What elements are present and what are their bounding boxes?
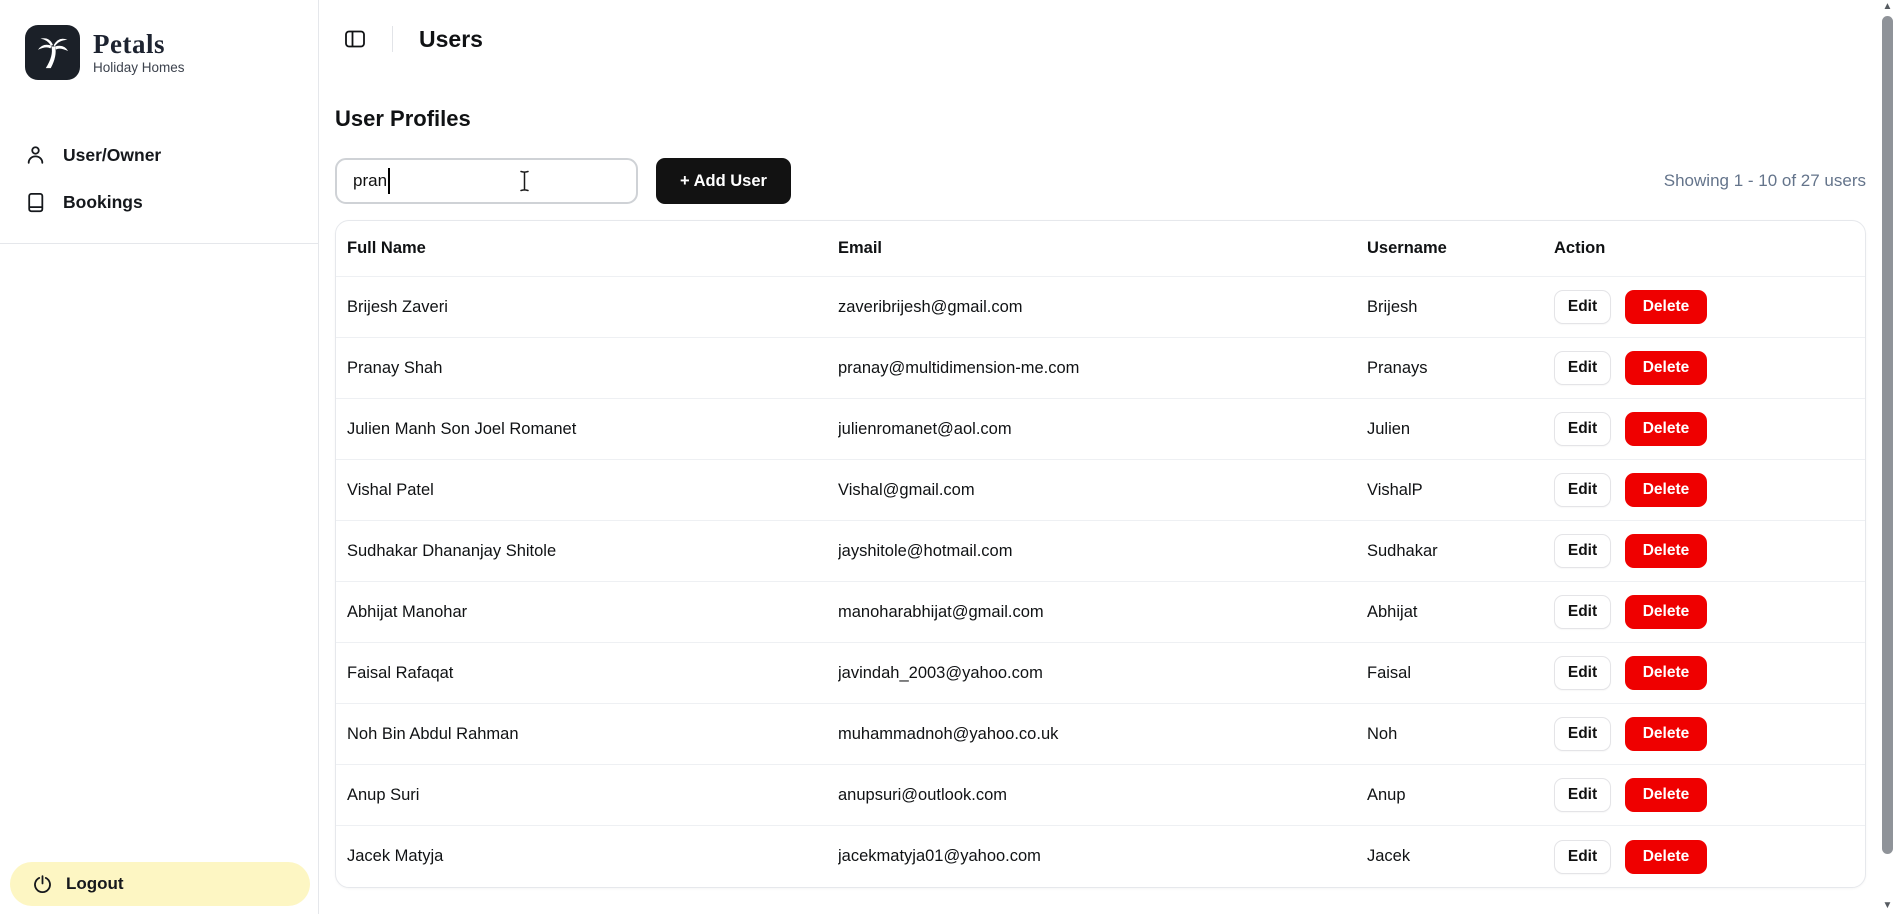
text-caret xyxy=(388,168,390,194)
palm-tree-icon xyxy=(25,25,80,80)
cell-email: jayshitole@hotmail.com xyxy=(838,541,1013,560)
brand-logo xyxy=(0,0,318,80)
edit-button[interactable]: Edit xyxy=(1554,473,1611,507)
cell-full-name: Faisal Rafaqat xyxy=(347,663,454,682)
cell-email: jacekmatyja01@yahoo.com xyxy=(838,847,1041,865)
sidebar-nav xyxy=(0,132,318,226)
users-table xyxy=(335,220,1866,888)
table-header-row xyxy=(336,221,1865,277)
cell-email: manoharabhijat@gmail.com xyxy=(838,602,1044,621)
table-row xyxy=(336,826,1865,887)
cell-actions xyxy=(1554,595,1865,629)
table-row xyxy=(336,704,1865,765)
main-content xyxy=(319,0,1896,914)
table-row xyxy=(336,765,1865,826)
page-title: Users xyxy=(419,25,483,52)
delete-button[interactable]: Delete xyxy=(1625,473,1707,507)
cell-email: zaveribrijesh@gmail.com xyxy=(838,297,1023,316)
table-row xyxy=(336,582,1865,643)
sidebar-item-label: Bookings xyxy=(63,192,143,212)
cell-actions xyxy=(1554,534,1865,568)
edit-button[interactable]: Edit xyxy=(1554,717,1611,751)
table-row xyxy=(336,399,1865,460)
edit-button[interactable]: Edit xyxy=(1554,840,1611,874)
ibeam-cursor xyxy=(518,170,531,197)
column-header-username: Username xyxy=(1367,239,1447,257)
cell-full-name: Julien Manh Son Joel Romanet xyxy=(347,419,577,438)
table-row xyxy=(336,277,1865,338)
cell-full-name: Noh Bin Abdul Rahman xyxy=(347,724,519,743)
cell-full-name: Pranay Shah xyxy=(347,358,443,377)
search-input[interactable] xyxy=(335,158,638,204)
search-wrap xyxy=(335,158,638,204)
table-row xyxy=(336,643,1865,704)
add-user-button[interactable]: + Add User xyxy=(656,158,791,204)
table-row xyxy=(336,338,1865,399)
scroll-up-arrow[interactable]: ▲ xyxy=(1882,1,1893,12)
delete-button[interactable]: Delete xyxy=(1625,412,1707,446)
cell-username: Julien xyxy=(1367,419,1411,438)
cell-actions xyxy=(1554,473,1865,507)
cell-username: Noh xyxy=(1367,724,1398,743)
cell-actions xyxy=(1554,412,1865,446)
logout-label: Logout xyxy=(66,874,124,893)
sidebar-item-bookings[interactable] xyxy=(0,179,318,226)
brand-tagline: Holiday Homes xyxy=(93,59,185,75)
cell-email: julienromanet@aol.com xyxy=(838,419,1012,438)
brand-text xyxy=(93,30,185,74)
edit-button[interactable]: Edit xyxy=(1554,290,1611,324)
topbar xyxy=(319,0,1896,78)
cell-actions xyxy=(1554,290,1865,324)
sidebar xyxy=(0,0,319,914)
sidebar-divider xyxy=(0,243,318,244)
delete-button[interactable]: Delete xyxy=(1625,595,1707,629)
cell-username: Brijesh xyxy=(1367,297,1418,316)
table-row xyxy=(336,460,1865,521)
vertical-scrollbar[interactable] xyxy=(1879,0,1896,914)
user-icon xyxy=(25,145,46,166)
delete-button[interactable]: Delete xyxy=(1625,656,1707,690)
sidebar-item-user-owner[interactable] xyxy=(0,132,318,179)
cell-username: Jacek xyxy=(1367,847,1411,865)
section-title: User Profiles xyxy=(335,106,471,131)
delete-button[interactable]: Delete xyxy=(1625,840,1707,874)
edit-button[interactable]: Edit xyxy=(1554,778,1611,812)
column-header-email: Email xyxy=(838,239,883,257)
table-row xyxy=(336,521,1865,582)
logout-button[interactable] xyxy=(10,862,310,906)
panel-left-icon xyxy=(344,28,366,50)
delete-button[interactable]: Delete xyxy=(1625,778,1707,812)
edit-button[interactable]: Edit xyxy=(1554,534,1611,568)
cell-email: pranay@multidimension-me.com xyxy=(838,358,1080,377)
cell-full-name: Jacek Matyja xyxy=(347,847,444,865)
controls-row xyxy=(335,158,1866,204)
cell-full-name: Abhijat Manohar xyxy=(347,602,468,621)
edit-button[interactable]: Edit xyxy=(1554,412,1611,446)
table-body xyxy=(336,277,1865,887)
delete-button[interactable]: Delete xyxy=(1625,351,1707,385)
cell-username: Anup xyxy=(1367,785,1406,804)
cell-email: anupsuri@outlook.com xyxy=(838,785,1008,804)
cell-email: muhammadnoh@yahoo.co.uk xyxy=(838,724,1059,743)
cell-actions xyxy=(1554,717,1865,751)
book-icon xyxy=(25,192,46,213)
cell-email: javindah_2003@yahoo.com xyxy=(838,663,1043,682)
brand-name: Petals xyxy=(93,29,165,60)
cell-username: Sudhakar xyxy=(1367,541,1438,560)
cell-username: Faisal xyxy=(1367,663,1412,682)
column-header-full-name: Full Name xyxy=(347,239,426,257)
delete-button[interactable]: Delete xyxy=(1625,717,1707,751)
cell-username: Pranays xyxy=(1367,358,1428,377)
power-icon xyxy=(32,874,53,895)
topbar-divider xyxy=(392,26,393,52)
cell-actions xyxy=(1554,778,1865,812)
cell-full-name: Vishal Patel xyxy=(347,480,434,499)
results-count: Showing 1 - 10 of 27 users xyxy=(1663,171,1866,190)
edit-button[interactable]: Edit xyxy=(1554,351,1611,385)
cell-actions xyxy=(1554,840,1865,874)
column-header-action: Action xyxy=(1554,239,1606,257)
cell-actions xyxy=(1554,351,1865,385)
edit-button[interactable]: Edit xyxy=(1554,656,1611,690)
cell-email: Vishal@gmail.com xyxy=(838,480,975,499)
cell-full-name: Anup Suri xyxy=(347,785,420,804)
scroll-down-arrow[interactable]: ▼ xyxy=(1882,900,1893,911)
cell-actions xyxy=(1554,656,1865,690)
delete-button[interactable]: Delete xyxy=(1625,534,1707,568)
sidebar-item-label: User/Owner xyxy=(63,145,162,165)
edit-button[interactable]: Edit xyxy=(1554,595,1611,629)
cell-full-name: Sudhakar Dhananjay Shitole xyxy=(347,541,557,560)
cell-full-name: Brijesh Zaveri xyxy=(347,297,448,316)
scrollbar-thumb[interactable] xyxy=(1882,16,1893,854)
delete-button[interactable]: Delete xyxy=(1625,290,1707,324)
sidebar-toggle-button[interactable] xyxy=(340,24,370,54)
cell-username: VishalP xyxy=(1367,480,1423,499)
cell-username: Abhijat xyxy=(1367,602,1418,621)
